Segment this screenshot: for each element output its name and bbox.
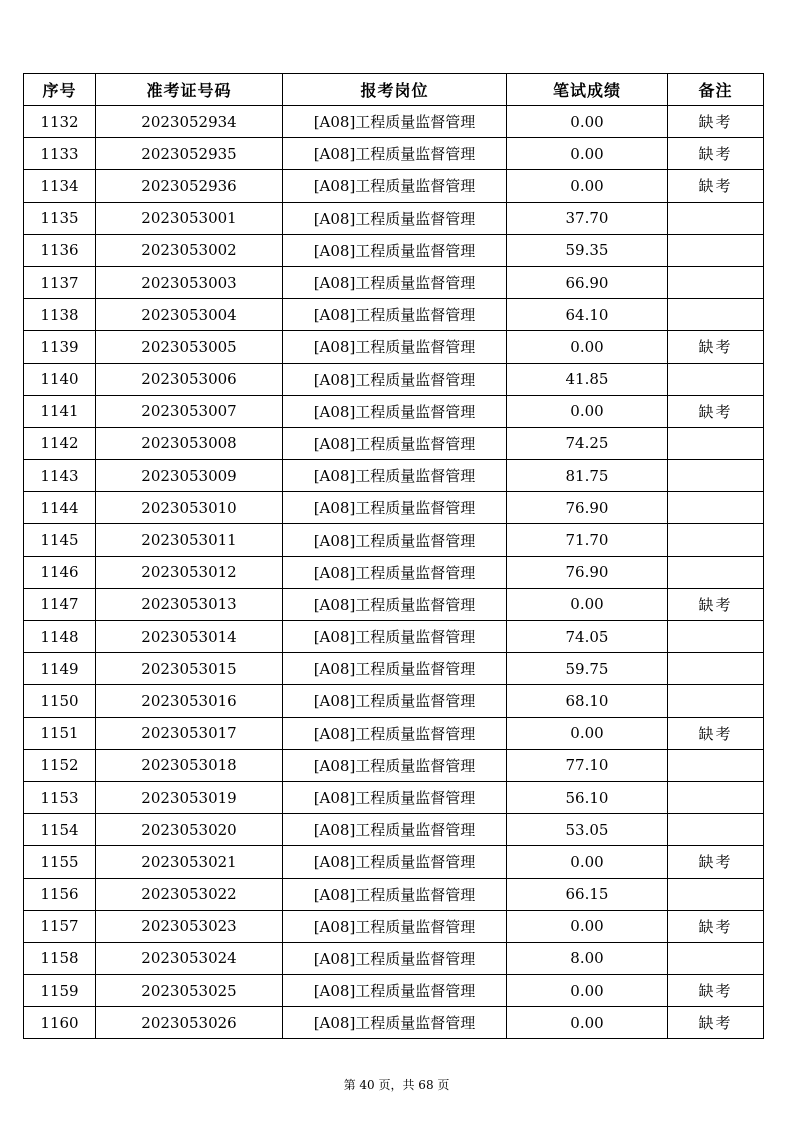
cell-remark: 缺考 <box>668 846 764 878</box>
cell-ticket-number: 2023053016 <box>96 685 283 717</box>
cell-remark <box>668 234 764 266</box>
cell-remark <box>668 556 764 588</box>
table-row <box>24 653 764 685</box>
cell-ticket-number: 2023053002 <box>96 234 283 266</box>
table-row <box>24 266 764 298</box>
cell-seq: 1135 <box>24 202 96 234</box>
cell-score: 77.10 <box>507 749 668 781</box>
cell-score: 59.75 <box>507 653 668 685</box>
cell-score: 0.00 <box>507 331 668 363</box>
cell-remark <box>668 653 764 685</box>
cell-seq: 1132 <box>24 106 96 138</box>
cell-score: 66.15 <box>507 878 668 910</box>
cell-ticket-number: 2023052934 <box>96 106 283 138</box>
cell-ticket-number: 2023053004 <box>96 299 283 331</box>
cell-score: 76.90 <box>507 556 668 588</box>
cell-remark: 缺考 <box>668 106 764 138</box>
cell-position: [A08]工程质量监督管理 <box>283 331 507 363</box>
table-row <box>24 427 764 459</box>
cell-seq: 1142 <box>24 427 96 459</box>
cell-position: [A08]工程质量监督管理 <box>283 170 507 202</box>
cell-seq: 1153 <box>24 781 96 813</box>
score-table <box>23 73 764 1039</box>
cell-position: [A08]工程质量监督管理 <box>283 878 507 910</box>
table-row <box>24 588 764 620</box>
cell-seq: 1134 <box>24 170 96 202</box>
cell-seq: 1136 <box>24 234 96 266</box>
cell-position: [A08]工程质量监督管理 <box>283 106 507 138</box>
table-row <box>24 524 764 556</box>
cell-seq: 1148 <box>24 621 96 653</box>
table-row <box>24 621 764 653</box>
cell-ticket-number: 2023053014 <box>96 621 283 653</box>
cell-seq: 1157 <box>24 910 96 942</box>
cell-score: 0.00 <box>507 138 668 170</box>
cell-ticket-number: 2023053010 <box>96 492 283 524</box>
cell-score: 76.90 <box>507 492 668 524</box>
cell-remark: 缺考 <box>668 1007 764 1039</box>
table-row <box>24 138 764 170</box>
table-row <box>24 492 764 524</box>
cell-ticket-number: 2023053022 <box>96 878 283 910</box>
cell-position: [A08]工程质量监督管理 <box>283 1007 507 1039</box>
header-remark: 备注 <box>668 74 764 106</box>
table-row <box>24 106 764 138</box>
cell-ticket-number: 2023053005 <box>96 331 283 363</box>
cell-score: 41.85 <box>507 363 668 395</box>
cell-remark <box>668 460 764 492</box>
cell-seq: 1160 <box>24 1007 96 1039</box>
cell-remark: 缺考 <box>668 588 764 620</box>
cell-score: 71.70 <box>507 524 668 556</box>
table-row <box>24 846 764 878</box>
cell-remark <box>668 266 764 298</box>
cell-ticket-number: 2023052936 <box>96 170 283 202</box>
cell-score: 74.05 <box>507 621 668 653</box>
cell-ticket-number: 2023053011 <box>96 524 283 556</box>
table-row <box>24 234 764 266</box>
cell-position: [A08]工程质量监督管理 <box>283 395 507 427</box>
cell-score: 64.10 <box>507 299 668 331</box>
cell-remark <box>668 202 764 234</box>
cell-score: 0.00 <box>507 106 668 138</box>
table-row <box>24 556 764 588</box>
cell-ticket-number: 2023053015 <box>96 653 283 685</box>
cell-ticket-number: 2023053009 <box>96 460 283 492</box>
cell-position: [A08]工程质量监督管理 <box>283 524 507 556</box>
cell-seq: 1154 <box>24 814 96 846</box>
cell-position: [A08]工程质量监督管理 <box>283 942 507 974</box>
cell-ticket-number: 2023053006 <box>96 363 283 395</box>
cell-remark <box>668 299 764 331</box>
cell-position: [A08]工程质量监督管理 <box>283 556 507 588</box>
cell-seq: 1147 <box>24 588 96 620</box>
table-row <box>24 685 764 717</box>
cell-position: [A08]工程质量监督管理 <box>283 266 507 298</box>
table-body <box>24 106 764 1039</box>
cell-ticket-number: 2023053026 <box>96 1007 283 1039</box>
table-row <box>24 781 764 813</box>
header-ticket-number: 准考证号码 <box>96 74 283 106</box>
header-position: 报考岗位 <box>283 74 507 106</box>
cell-seq: 1133 <box>24 138 96 170</box>
cell-score: 0.00 <box>507 170 668 202</box>
cell-ticket-number: 2023053020 <box>96 814 283 846</box>
cell-score: 68.10 <box>507 685 668 717</box>
cell-ticket-number: 2023053001 <box>96 202 283 234</box>
cell-score: 37.70 <box>507 202 668 234</box>
cell-score: 0.00 <box>507 1007 668 1039</box>
cell-remark <box>668 427 764 459</box>
cell-position: [A08]工程质量监督管理 <box>283 621 507 653</box>
cell-remark: 缺考 <box>668 331 764 363</box>
table-row <box>24 395 764 427</box>
cell-position: [A08]工程质量监督管理 <box>283 685 507 717</box>
table-row <box>24 331 764 363</box>
table-row <box>24 975 764 1007</box>
cell-remark <box>668 524 764 556</box>
table-header <box>24 74 764 106</box>
cell-remark <box>668 781 764 813</box>
cell-ticket-number: 2023053025 <box>96 975 283 1007</box>
cell-seq: 1137 <box>24 266 96 298</box>
header-seq: 序号 <box>24 74 96 106</box>
cell-ticket-number: 2023053008 <box>96 427 283 459</box>
table-row <box>24 202 764 234</box>
cell-position: [A08]工程质量监督管理 <box>283 299 507 331</box>
cell-ticket-number: 2023053018 <box>96 749 283 781</box>
cell-score: 8.00 <box>507 942 668 974</box>
cell-position: [A08]工程质量监督管理 <box>283 492 507 524</box>
table-row <box>24 717 764 749</box>
cell-score: 74.25 <box>507 427 668 459</box>
cell-score: 0.00 <box>507 717 668 749</box>
cell-score: 66.90 <box>507 266 668 298</box>
cell-ticket-number: 2023053021 <box>96 846 283 878</box>
cell-position: [A08]工程质量监督管理 <box>283 653 507 685</box>
cell-remark <box>668 878 764 910</box>
table-row <box>24 749 764 781</box>
cell-remark: 缺考 <box>668 910 764 942</box>
cell-ticket-number: 2023052935 <box>96 138 283 170</box>
cell-score: 0.00 <box>507 588 668 620</box>
table-row <box>24 910 764 942</box>
cell-position: [A08]工程质量监督管理 <box>283 427 507 459</box>
cell-remark: 缺考 <box>668 395 764 427</box>
cell-remark <box>668 685 764 717</box>
table-row <box>24 814 764 846</box>
cell-position: [A08]工程质量监督管理 <box>283 846 507 878</box>
cell-remark <box>668 814 764 846</box>
cell-position: [A08]工程质量监督管理 <box>283 814 507 846</box>
cell-position: [A08]工程质量监督管理 <box>283 749 507 781</box>
cell-ticket-number: 2023053019 <box>96 781 283 813</box>
table-row <box>24 363 764 395</box>
cell-ticket-number: 2023053013 <box>96 588 283 620</box>
cell-seq: 1158 <box>24 942 96 974</box>
cell-seq: 1159 <box>24 975 96 1007</box>
cell-score: 81.75 <box>507 460 668 492</box>
cell-seq: 1141 <box>24 395 96 427</box>
cell-seq: 1151 <box>24 717 96 749</box>
cell-seq: 1149 <box>24 653 96 685</box>
cell-score: 0.00 <box>507 975 668 1007</box>
cell-remark: 缺考 <box>668 170 764 202</box>
cell-score: 0.00 <box>507 846 668 878</box>
cell-ticket-number: 2023053007 <box>96 395 283 427</box>
cell-position: [A08]工程质量监督管理 <box>283 202 507 234</box>
table-row <box>24 1007 764 1039</box>
page-footer: 第 40 页，共 68 页 <box>343 1078 450 1092</box>
cell-seq: 1140 <box>24 363 96 395</box>
cell-position: [A08]工程质量监督管理 <box>283 588 507 620</box>
cell-ticket-number: 2023053024 <box>96 942 283 974</box>
cell-score: 56.10 <box>507 781 668 813</box>
cell-seq: 1144 <box>24 492 96 524</box>
cell-remark: 缺考 <box>668 717 764 749</box>
cell-ticket-number: 2023053012 <box>96 556 283 588</box>
cell-remark <box>668 621 764 653</box>
cell-remark <box>668 363 764 395</box>
cell-remark: 缺考 <box>668 975 764 1007</box>
cell-position: [A08]工程质量监督管理 <box>283 910 507 942</box>
cell-seq: 1150 <box>24 685 96 717</box>
cell-seq: 1156 <box>24 878 96 910</box>
cell-position: [A08]工程质量监督管理 <box>283 717 507 749</box>
table-row <box>24 942 764 974</box>
cell-position: [A08]工程质量监督管理 <box>283 781 507 813</box>
cell-ticket-number: 2023053003 <box>96 266 283 298</box>
cell-remark <box>668 492 764 524</box>
cell-seq: 1155 <box>24 846 96 878</box>
table-row <box>24 460 764 492</box>
cell-score: 0.00 <box>507 395 668 427</box>
header-row <box>24 74 764 106</box>
cell-position: [A08]工程质量监督管理 <box>283 363 507 395</box>
cell-remark: 缺考 <box>668 138 764 170</box>
cell-seq: 1143 <box>24 460 96 492</box>
cell-remark <box>668 749 764 781</box>
table-row <box>24 878 764 910</box>
cell-seq: 1146 <box>24 556 96 588</box>
cell-remark <box>668 942 764 974</box>
cell-seq: 1152 <box>24 749 96 781</box>
cell-seq: 1138 <box>24 299 96 331</box>
cell-position: [A08]工程质量监督管理 <box>283 460 507 492</box>
cell-seq: 1139 <box>24 331 96 363</box>
cell-position: [A08]工程质量监督管理 <box>283 138 507 170</box>
cell-seq: 1145 <box>24 524 96 556</box>
cell-position: [A08]工程质量监督管理 <box>283 975 507 1007</box>
header-score: 笔试成绩 <box>507 74 668 106</box>
cell-score: 0.00 <box>507 910 668 942</box>
cell-position: [A08]工程质量监督管理 <box>283 234 507 266</box>
cell-score: 59.35 <box>507 234 668 266</box>
cell-score: 53.05 <box>507 814 668 846</box>
table-row <box>24 299 764 331</box>
table-row <box>24 170 764 202</box>
cell-ticket-number: 2023053023 <box>96 910 283 942</box>
cell-ticket-number: 2023053017 <box>96 717 283 749</box>
